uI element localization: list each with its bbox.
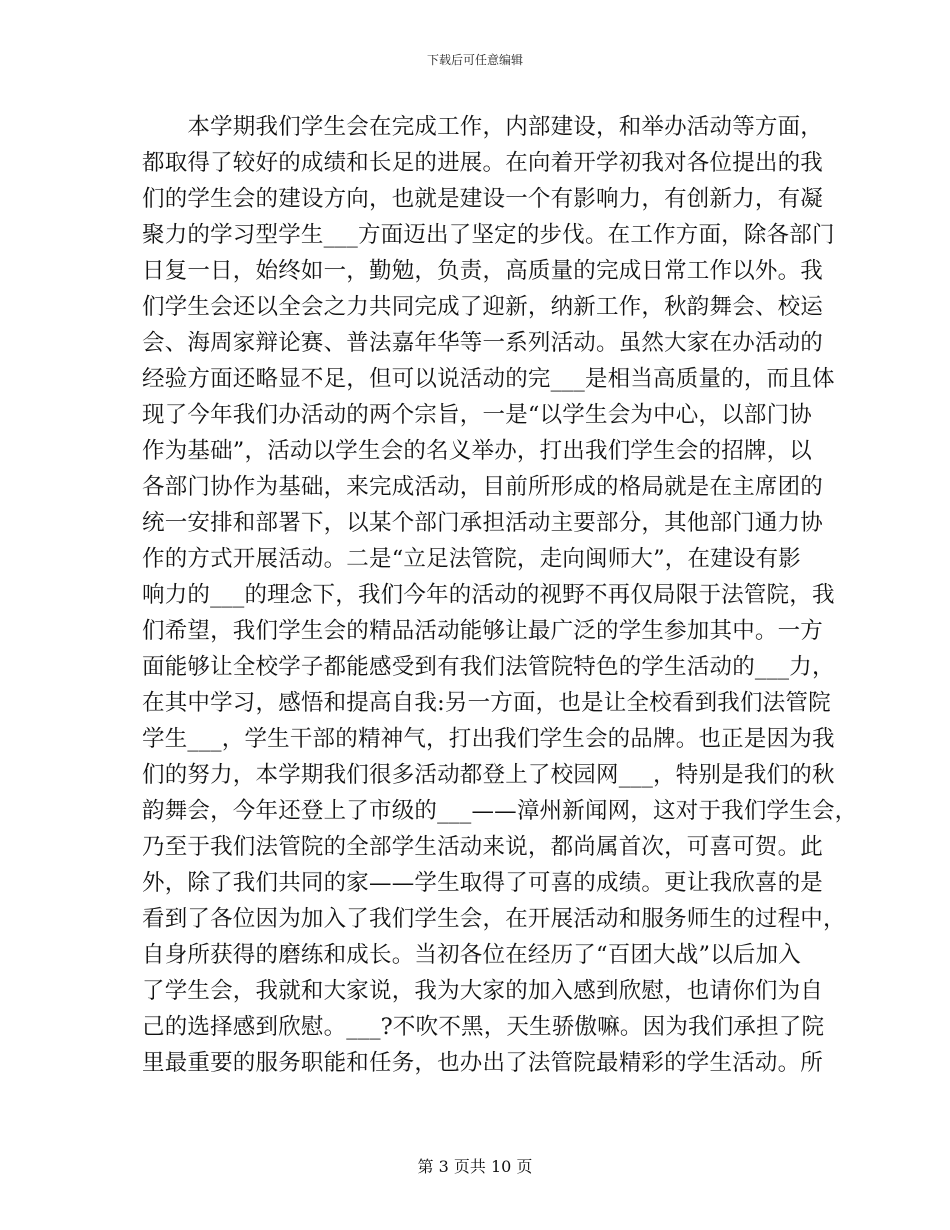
text-line: 在其中学习，感悟和提高自我:另一方面，也是让全校看到我们法管院 xyxy=(142,690,831,716)
text-line: 会、海周家辩论赛、普法嘉年华等一系列活动。虽然大家在办活动的 xyxy=(142,330,824,356)
text-line: 都取得了较好的成绩和长足的进展。在向着开学初我对各位提出的我 xyxy=(142,150,824,176)
page-header: 下载后可任意编辑 xyxy=(426,53,523,67)
text-line: 现了今年我们办活动的两个宗旨，一是“以学生会为中心，以部门协 xyxy=(142,402,813,428)
text-line: 看到了各位因为加入了我们学生会，在开展活动和服务师生的过程中， xyxy=(142,906,846,932)
text-line: 各部门协作为基础，来完成活动，目前所形成的格局就是在主席团的 xyxy=(142,474,824,500)
text-line: 自身所获得的磨练和成长。当初各位在经历了“百团大战”以后加入 xyxy=(142,942,802,968)
text-line: 们的努力，本学期我们很多活动都登上了校园网___，特别是我们的秋 xyxy=(142,762,835,788)
text-line: 里最重要的服务职能和任务，也办出了法管院最精彩的学生活动。所 xyxy=(142,1050,824,1076)
text-line: 响力的___的理念下，我们今年的活动的视野不再仅局限于法管院，我 xyxy=(142,582,835,608)
text-line: 面能够让全校学子都能感受到有我们法管院特色的学生活动的___力， xyxy=(142,654,835,680)
text-line: 本学期我们学生会在完成工作，内部建设，和举办活动等方面， xyxy=(142,114,824,140)
body-paragraph xyxy=(142,109,858,1081)
text-line: 乃至于我们法管院的全部学生活动来说，都尚属首次，可喜可贺。此 xyxy=(142,834,824,860)
page-footer: 第 3 页共 10 页 xyxy=(417,1157,533,1176)
text-line: 聚力的学习型学生___方面迈出了坚定的步伐。在工作方面，除各部门 xyxy=(142,222,835,248)
text-line: 们的学生会的建设方向，也就是建设一个有影响力，有创新力，有凝 xyxy=(142,186,824,212)
text-line: 作的方式开展活动。二是“立足法管院，走向闽师大”，在建设有影 xyxy=(142,546,802,572)
text-line: 们学生会还以全会之力共同完成了迎新，纳新工作，秋韵舞会、校运 xyxy=(142,294,824,320)
text-line: 学生___，学生干部的精神气，打出我们学生会的品牌。也正是因为我 xyxy=(142,726,835,752)
text-line: 统一安排和部署下，以某个部门承担活动主要部分，其他部门通力协 xyxy=(142,510,824,536)
text-line: 外，除了我们共同的家——学生取得了可喜的成绩。更让我欣喜的是 xyxy=(142,870,824,896)
text-line: 韵舞会，今年还登上了市级的___——漳州新闻网，这对于我们学生会， xyxy=(142,798,858,824)
text-line: 日复一日，始终如一，勤勉，负责，高质量的完成日常工作以外。我 xyxy=(142,258,824,284)
text-line: 了学生会，我就和大家说，我为大家的加入感到欣慰，也请你们为自 xyxy=(142,978,824,1004)
text-line: 己的选择感到欣慰。___?不吹不黑，天生骄傲嘛。因为我们承担了院 xyxy=(142,1014,825,1040)
text-line: 作为基础”，活动以学生会的名义举办，打出我们学生会的招牌，以 xyxy=(142,438,813,464)
text-line: 们希望，我们学生会的精品活动能够让最广泛的学生参加其中。一方 xyxy=(142,618,824,644)
text-line: 经验方面还略显不足，但可以说活动的完___是相当高质量的，而且体 xyxy=(142,366,835,392)
